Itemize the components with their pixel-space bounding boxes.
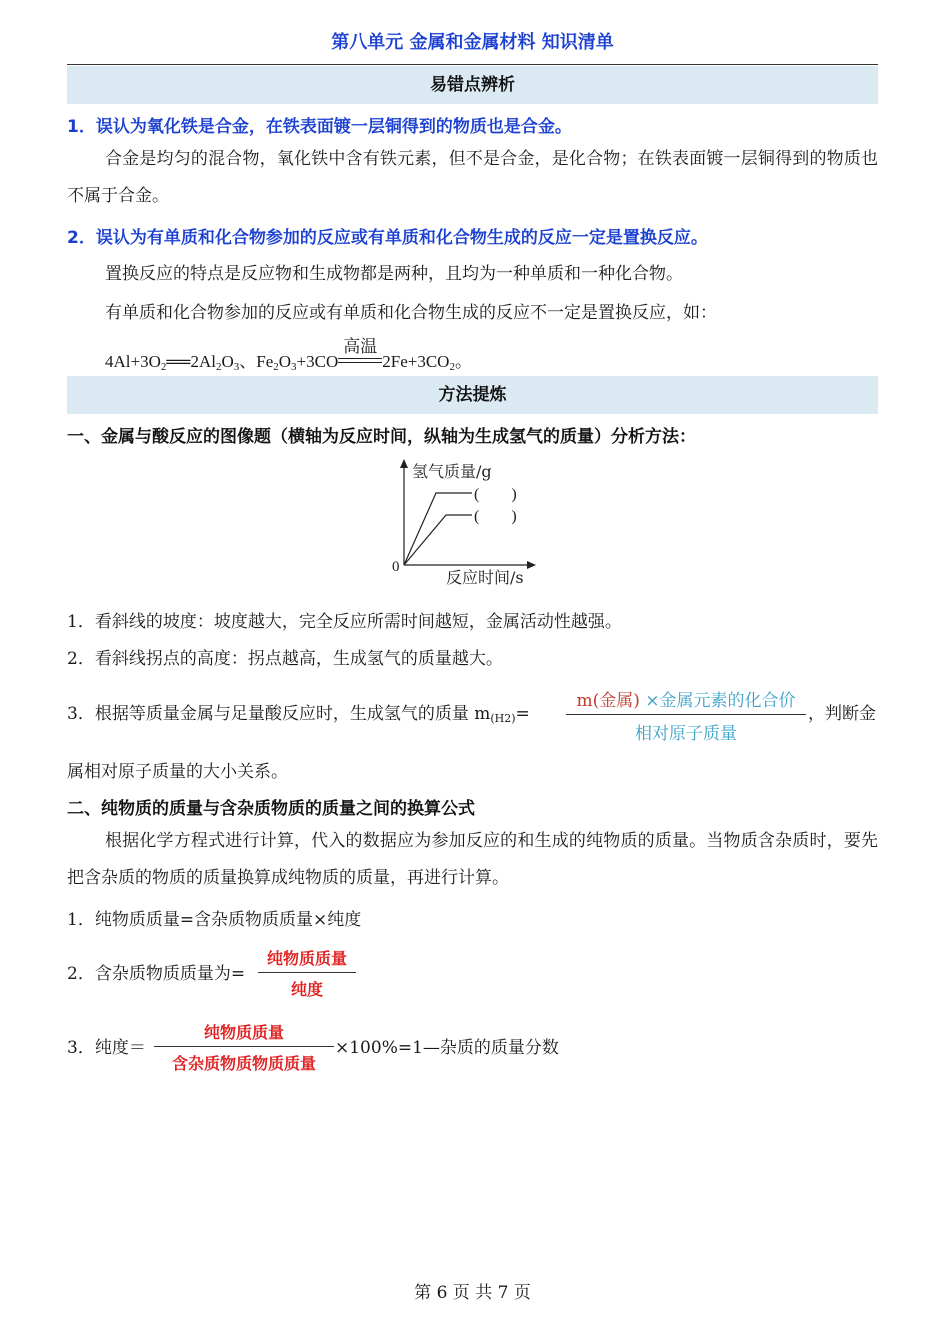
- method-point-3-suffix: ，判断金: [808, 704, 876, 724]
- error-item-1-title: 1．误认为氧化铁是合金，在铁表面镀一层铜得到的物质也是合金。: [67, 117, 572, 137]
- error-item-2-body-2: 有单质和化合物参加的反应或有单质和化合物生成的反应不一定是置换反应，如：: [105, 303, 717, 323]
- y-axis-label: 氢气质量/g: [412, 462, 492, 481]
- method-point-3-prefix: 3．根据等质量金属与足量酸反应时，生成氢气的质量 $m_{(H2)}=$: [67, 704, 530, 725]
- chemical-equation: $4Al+3O_2══2Al_2O_3$、$Fe_2O_3+3CO$ 高温 $2Fe+3CO_2$。: [105, 347, 472, 373]
- method-point-1: 1．看斜线的坡度：坡度越大，完全反应所需时间越短，金属活动性越强。: [67, 612, 622, 632]
- formula-3-denominator: 含杂质物质物质质量: [171, 1054, 316, 1073]
- error-item-2-body-1: 置换反应的特点是反应物和生成物都是两种，且均为一种单质和一种化合物。: [105, 264, 683, 284]
- error-item-2-title: 2．误认为有单质和化合物参加的反应或有单质和化合物生成的反应一定是置换反应。: [67, 228, 708, 248]
- page-title: 第八单元 金属和金属材料 知识清单: [331, 32, 614, 53]
- method-part-2-body: 根据化学方程式进行计算，代入的数据应为参加反应的和生成的纯物质的质量。当物质含杂质时，要先把含杂质的物质的质量换算成纯物质的质量，再进行计算。: [67, 831, 878, 888]
- origin-label: 0: [392, 559, 400, 575]
- reaction-condition-arrow: [338, 337, 382, 372]
- fraction-denominator: 相对原子质量: [635, 724, 737, 744]
- header-divider: [67, 64, 878, 65]
- metal-line-2: [404, 515, 472, 565]
- answer-slot-2: ( ): [474, 508, 517, 525]
- x-axis-arrow: [527, 561, 536, 569]
- reaction-condition: 高温: [343, 337, 378, 356]
- error-item-1-body: 合金是均匀的混合物，氧化铁中含有铁元素，但不是合金，是化合物；在铁表面镀一层铜得到的物质也不属于合金。: [67, 149, 878, 206]
- section-band-errors: 易错点辨析: [67, 66, 878, 104]
- method-point-3-continuation: 属相对原子质量的大小关系。: [67, 762, 288, 782]
- method-point-2: 2．看斜线拐点的高度：拐点越高，生成氢气的质量越大。: [67, 649, 503, 669]
- method-part-2-title: 二、纯物质的质量与含杂质物质的质量之间的换算公式: [67, 799, 475, 819]
- section-band-methods: 方法提炼: [67, 376, 878, 414]
- formula-3-prefix: 3．纯度＝: [67, 1038, 146, 1058]
- page-footer: 第 6 页 共 7 页: [414, 1283, 531, 1303]
- hydrogen-mass-fraction: [566, 686, 806, 744]
- method-part-1-title: 一、金属与酸反应的图像题（横轴为反应时间，纵轴为生成氢气的质量）分析方法：: [67, 427, 696, 447]
- formula-3-fraction: [154, 1020, 334, 1074]
- formula-2-numerator: 纯物质质量: [258, 946, 356, 973]
- answer-slot-1: ( ): [474, 486, 517, 503]
- formula-3-numerator: 纯物质质量: [154, 1020, 334, 1047]
- hydrogen-mass-graph: [380, 455, 570, 590]
- fraction-numerator: m(金属) ×金属元素的化合价: [566, 686, 806, 715]
- formula-2-prefix: 2．含杂质物质质量为=: [67, 964, 246, 984]
- metal-line-1: [404, 493, 472, 565]
- formula-2-denominator: 纯度: [290, 980, 323, 999]
- y-axis-arrow: [400, 459, 408, 468]
- x-axis-label: 反应时间/s: [446, 568, 524, 587]
- formula-2-fraction: [258, 946, 356, 1000]
- formula-1: 1．纯物质质量=含杂质物质质量×纯度: [67, 910, 362, 930]
- formula-3-suffix: ×100%=1—杂质的质量分数: [335, 1038, 559, 1058]
